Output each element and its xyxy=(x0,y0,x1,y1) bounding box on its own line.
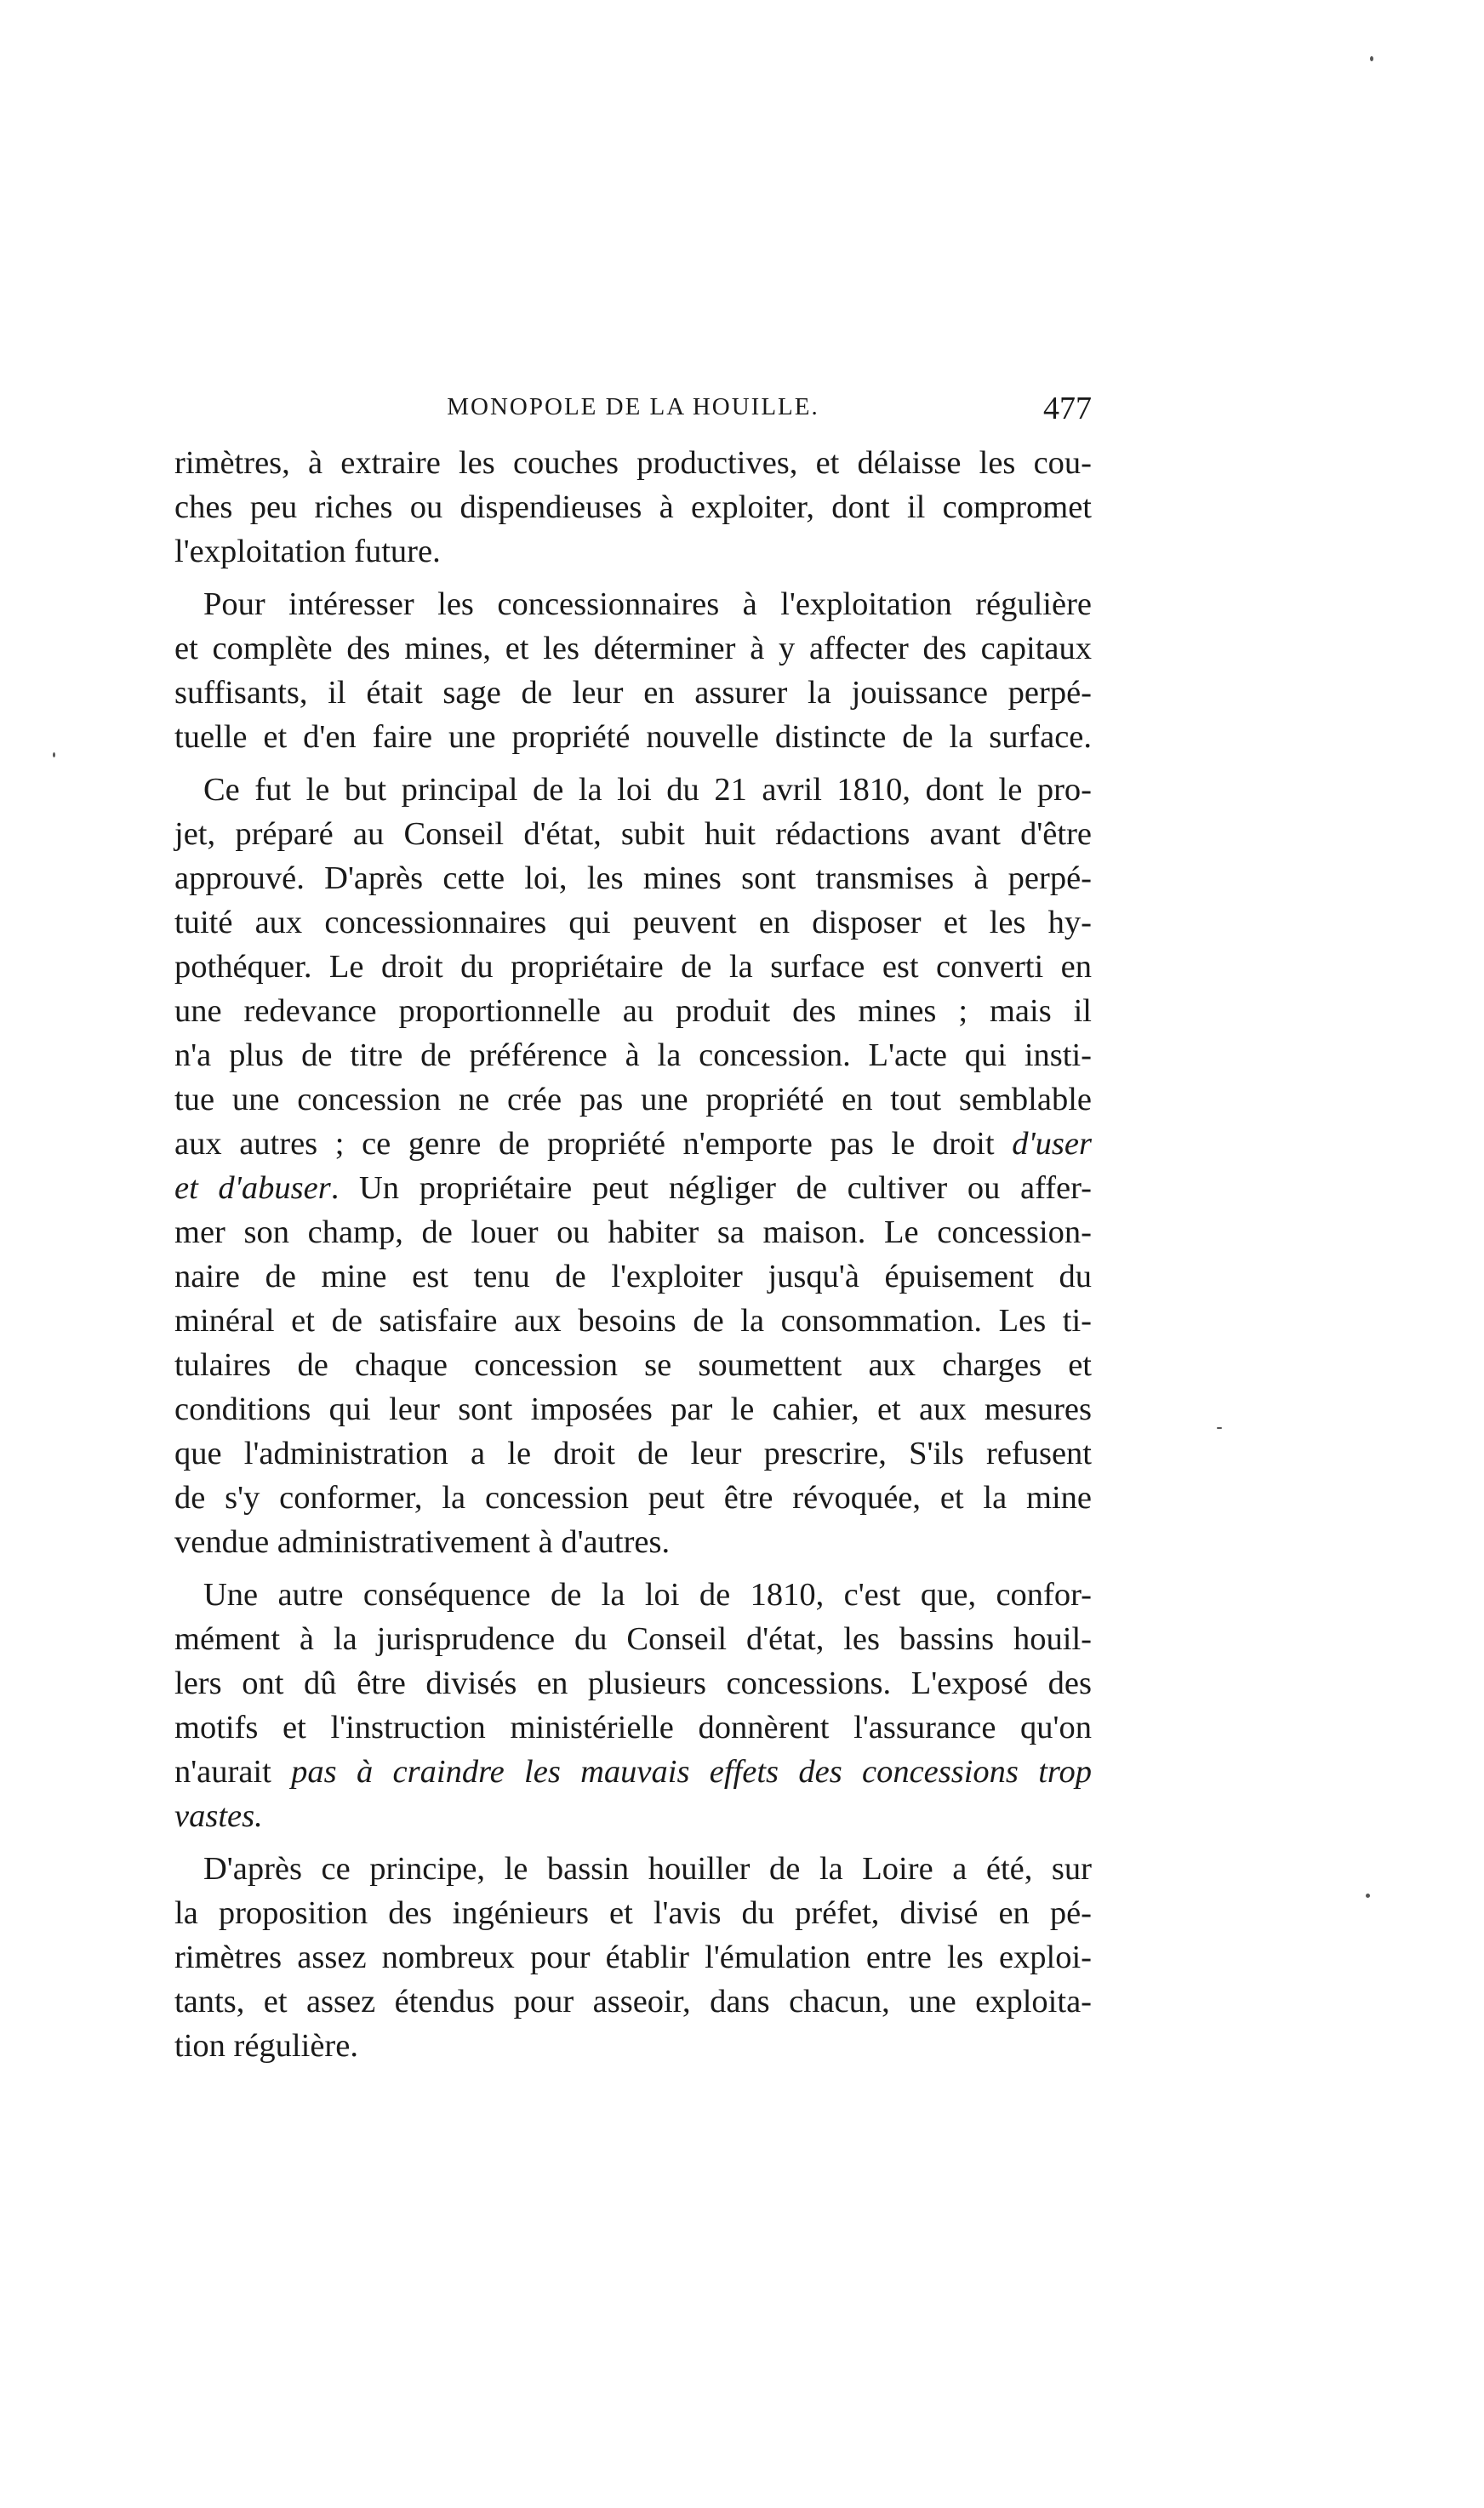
text-line: la proposition des ingénieurs et l'avis du préfet, divisé en pé- xyxy=(174,1895,1092,1931)
paragraph-4 xyxy=(174,1573,1092,1838)
text-run: aux autres ; ce genre de propriété n'emporte pas le droit xyxy=(174,1126,1013,1162)
text-line: et complète des mines, et les déterminer à y affecter des capitaux xyxy=(174,631,1092,666)
text-line: une redevance proportionnelle au produit des mines ; mais il xyxy=(174,993,1092,1029)
text-run: n'aurait xyxy=(174,1754,292,1790)
text-line: que l'administration a le droit de leur prescrire, S'ils refusent xyxy=(174,1436,1092,1471)
text-line-mixed xyxy=(174,1166,1092,1210)
text-line: conditions qui leur sont imposées par le cahier, et aux mesures xyxy=(174,1391,1092,1427)
text-line: tuité aux concessionnaires qui peuvent en disposer et les hy- xyxy=(174,905,1092,940)
text-line: Ce fut le but principal de la loi du 21 avril 1810, dont le pro- xyxy=(203,772,1092,808)
text-line: approuvé. D'après cette loi, les mines sont transmises à perpé- xyxy=(174,860,1092,896)
text-line: vendue administrativement à d'autres. xyxy=(174,1524,671,1560)
text-line: Une autre conséquence de la loi de 1810, c'est que, confor- xyxy=(203,1577,1092,1613)
text-line: de s'y conformer, la concession peut être révoquée, et la mine xyxy=(174,1480,1092,1516)
scan-speck xyxy=(1370,56,1373,61)
text-line: tion régulière. xyxy=(174,2028,358,2064)
scan-speck xyxy=(53,752,55,757)
italic-text-line: vastes. xyxy=(174,1798,263,1834)
text-line: tants, et assez étendus pour asseoir, dans chacun, une exploita- xyxy=(174,1984,1092,2020)
text-run: . Un propriétaire peut négliger de cultiver ou affer- xyxy=(330,1170,1093,1206)
scan-speck xyxy=(1366,1894,1370,1898)
scan-speck xyxy=(1217,1427,1222,1429)
text-line-mixed xyxy=(174,1122,1092,1166)
italic-text-run: pas à craindre les mauvais effets des concessions trop xyxy=(291,1754,1092,1790)
text-line: tuelle et d'en faire une propriété nouvelle distincte de la surface. xyxy=(174,719,1092,755)
body-text xyxy=(174,441,1092,2068)
text-line: rimètres, à extraire les couches productives, et délaisse les cou- xyxy=(174,445,1092,481)
paragraph-3 xyxy=(174,768,1092,1564)
paragraph-5 xyxy=(174,1847,1092,2068)
paragraph-2 xyxy=(174,582,1092,759)
text-line: tulaires de chaque concession se soumettent aux charges et xyxy=(174,1347,1092,1383)
text-line: minéral et de satisfaire aux besoins de la consommation. Les ti- xyxy=(174,1303,1092,1339)
text-line: ches peu riches ou dispendieuses à exploiter, dont il compromet xyxy=(174,489,1092,525)
italic-text-run: d'user xyxy=(1012,1126,1092,1162)
paragraph-1 xyxy=(174,441,1092,574)
text-line: jet, préparé au Conseil d'état, subit huit rédactions avant d'être xyxy=(174,816,1092,852)
text-line: n'a plus de titre de préférence à la concession. L'acte qui insti- xyxy=(174,1037,1092,1073)
text-line: rimètres assez nombreux pour établir l'émulation entre les exploi- xyxy=(174,1940,1092,1975)
running-head xyxy=(174,390,1092,432)
text-line: D'après ce principe, le bassin houiller de la Loire a été, sur xyxy=(203,1851,1092,1887)
text-line: l'exploitation future. xyxy=(174,534,441,569)
text-line: tue une concession ne crée pas une propriété en tout semblable xyxy=(174,1082,1092,1117)
page-number: 477 xyxy=(1043,391,1092,426)
text-line: mer son champ, de louer ou habiter sa maison. Le concession- xyxy=(174,1214,1092,1250)
running-title: MONOPOLE DE LA HOUILLE. xyxy=(447,393,819,420)
italic-text-run: et d'abuser xyxy=(174,1170,331,1206)
text-line: suffisants, il était sage de leur en assurer la jouissance perpé- xyxy=(174,675,1092,711)
text-line: naire de mine est tenu de l'exploiter jusqu'à épuisement du xyxy=(174,1259,1092,1294)
text-line: Pour intéresser les concessionnaires à l'exploitation régulière xyxy=(203,586,1092,622)
text-line: pothéquer. Le droit du propriétaire de la surface est converti en xyxy=(174,949,1092,985)
text-line: mément à la jurisprudence du Conseil d'état, les bassins houil- xyxy=(174,1621,1092,1657)
text-line: lers ont dû être divisés en plusieurs concessions. L'exposé des xyxy=(174,1665,1092,1701)
text-line: motifs et l'instruction ministérielle donnèrent l'assurance qu'on xyxy=(174,1710,1092,1745)
text-line-mixed xyxy=(174,1750,1092,1794)
